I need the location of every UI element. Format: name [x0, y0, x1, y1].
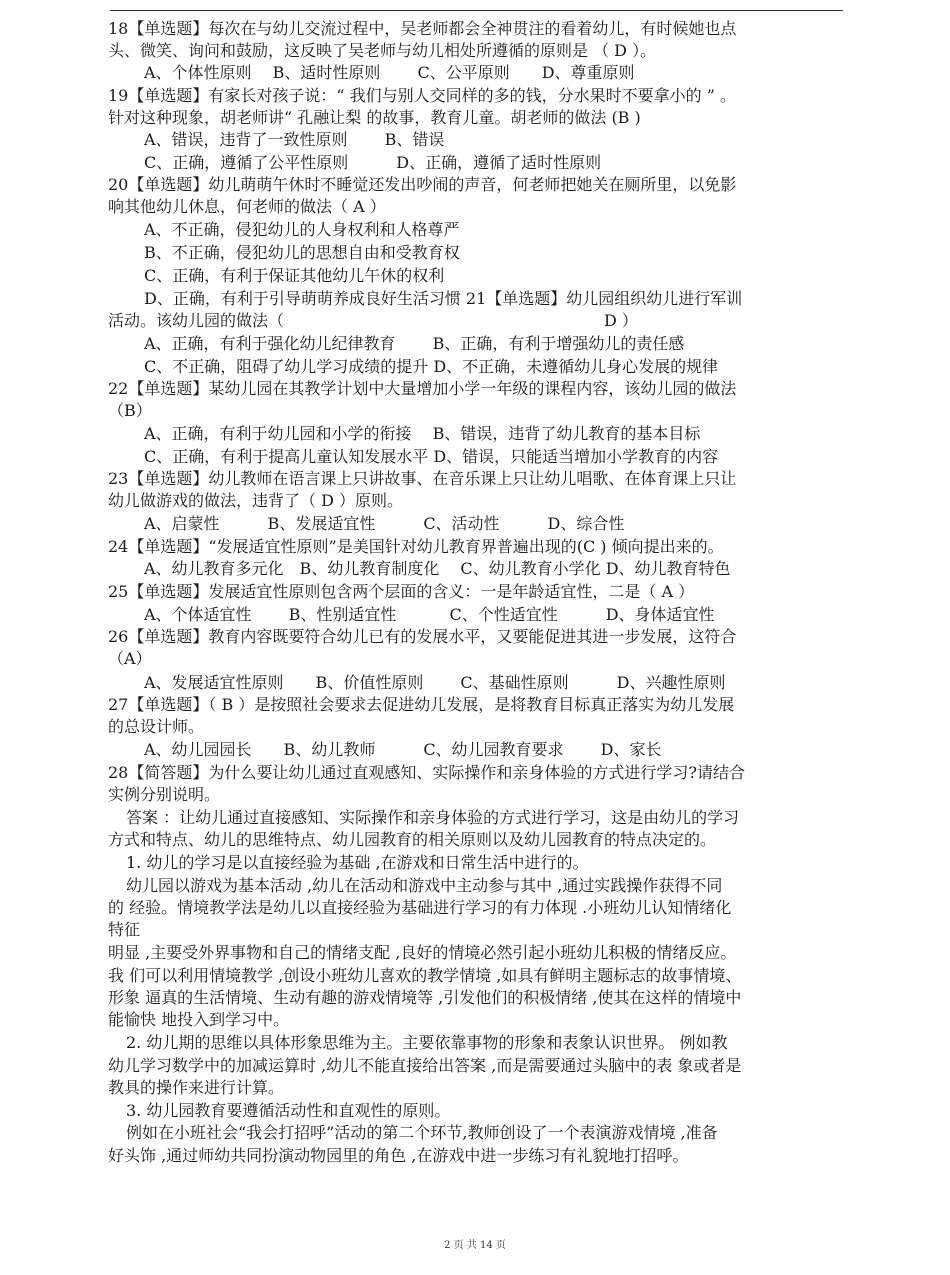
- option-line: A、不正确，侵犯幼儿的人身权利和人格尊严: [144, 220, 460, 239]
- option-line: A、启蒙性 B、发展适宜性 C、活动性 D、综合性: [144, 514, 625, 533]
- text-line: 教具的操作来进行计算。: [108, 1078, 285, 1097]
- text-line: 幼儿园以游戏为基本活动 ,幼儿在活动和游戏中主动参与其中 ,通过实践操作获得不同: [126, 876, 723, 895]
- text-line: 幼儿学习数学中的加减运算时 ,幼儿不能直接给出答案 ,而是需要通过头脑中的表 象或者是: [108, 1056, 742, 1075]
- text-line: 实例分别说明。: [108, 785, 221, 804]
- text-line: 方式和特点、幼儿的思维特点、幼儿园教育的相关原则以及幼儿园教育的特点决定的。: [108, 830, 717, 849]
- text-line: 能愉快 地投入到学习中。: [108, 1010, 290, 1029]
- text-line: 我 们可以利用情境教学 ,创设小班幼儿喜欢的教学情境 ,如具有鲜明主题标志的故事情境、: [108, 966, 742, 985]
- text-line: 25【单选题】发展适宜性原则包含两个层面的含义：一是年龄适宜性，二是（ A ）: [108, 582, 695, 601]
- text-line: 23【单选题】幼儿教师在语言课上只讲故事、在音乐课上只让幼儿唱歌、在体育课上只让: [108, 469, 737, 488]
- text-line: 好头饰 ,通过师幼共同扮演动物园里的角色 ,在游戏中进一步练习有礼貌地打招呼。: [108, 1146, 689, 1165]
- text-line: 28【简答题】为什么要让幼儿通过直观感知、实际操作和亲身体验的方式进行学习?请结合: [108, 763, 745, 782]
- option-line: C、正确，遵循了公平性原则 D、正确，遵循了适时性原则: [144, 153, 602, 172]
- text-line: 特征: [108, 920, 141, 939]
- text-line: 响其他幼儿休息，何老师的做法（ A ）: [108, 197, 386, 216]
- text-line: 18【单选题】每次在与幼儿交流过程中，吴老师都会全神贯注的看着幼儿，有时候她也点: [108, 19, 737, 38]
- option-line: A、幼儿园园长 B、幼儿教师 C、幼儿园教育要求 D、家长: [144, 740, 662, 759]
- text-line: 26【单选题】教育内容既要符合幼儿已有的发展水平，又要能促进其进一步发展，这符合: [108, 627, 737, 646]
- text-line: 24【单选题】“发展适宜性原则”是美国针对幼儿教育界普遍出现的(C ) 倾向提出来的。: [108, 537, 724, 556]
- text-line: （B）: [108, 401, 152, 420]
- option-line: B、不正确，侵犯幼儿的思想自由和受教育权: [144, 243, 460, 262]
- option-line: C、正确，有利于提高儿童认知发展水平 D、错误，只能适当增加小学教育的内容: [144, 447, 719, 466]
- text-line: 的 经验。情境教学法是幼儿以直接经验为基础进行学习的有力体现 .小班幼儿认知情绪化: [108, 898, 732, 917]
- page-footer: 2 页 共 14 页: [444, 1240, 506, 1251]
- text-line: 头、微笑、询问和鼓励，这反映了吴老师与幼儿相处所遵循的原则是 （ D ）。: [108, 41, 657, 60]
- text-line: 2. 幼儿期的思维以具体形象思维为主。主要依靠事物的形象和表象认识世界。 例如教: [126, 1033, 728, 1052]
- option-line: D、正确，有利于引导萌萌养成良好生活习惯 21【单选题】幼儿园组织幼儿进行军训: [144, 289, 743, 308]
- text-line: 例如在小班社会“我会打招呼”活动的第二个环节,教师创设了一个表演游戏情境 ,准备: [126, 1123, 718, 1142]
- text-line: 20【单选题】幼儿萌萌午休时不睡觉还发出吵闹的声音，何老师把她关在厕所里，以免影: [108, 175, 737, 194]
- text-line: 明显 ,主要受外界事物和自己的情绪支配 ,良好的情境必然引起小班幼儿积极的情绪反应。: [108, 943, 737, 962]
- option-line: A、个体适宜性 B、性别适宜性 C、个性适宜性 D、身体适宜性: [144, 605, 715, 624]
- text-line: 幼儿做游戏的做法，违背了（ D ）原则。: [108, 491, 404, 510]
- option-line: C、不正确，阻碍了幼儿学习成绩的提升 D、不正确，未遵循幼儿身心发展的规律: [144, 357, 719, 376]
- option-line: C、正确，有利于保证其他幼儿午休的权利: [144, 266, 445, 285]
- header-rule: [110, 10, 843, 11]
- option-line: A、个体性原则 B、适时性原则 C、公平原则 D、尊重原则: [144, 63, 635, 82]
- text-line: （A）: [108, 649, 152, 668]
- text-line: 的总设计师。: [108, 717, 205, 736]
- text-line: 1. 幼儿的学习是以直接经验为基础 ,在游戏和日常生活中进行的。: [126, 853, 589, 872]
- text-line: 针对这种现象，胡老师讲“ 孔融让梨 的故事，教育儿童。胡老师的做法 (B ): [108, 108, 641, 127]
- answer-line: 答案 ：让幼儿通过直接感知、实际操作和亲身体验的方式进行学习，这是由幼儿的学习: [126, 808, 740, 827]
- text-line: 活动。该幼儿园的做法（ D ）: [108, 311, 638, 330]
- text-line: 19【单选题】有家长对孩子说：“ 我们与别人交同样的多的钱，分水果时不要拿小的 ” 。: [108, 86, 736, 105]
- option-line: A、错误，违背了一致性原则 B、错误: [144, 130, 445, 149]
- text-line: 形象 逼真的生活情境、生动有趣的游戏情境等 ,引发他们的积极情绪 ,使其在这样的情境中: [108, 988, 742, 1007]
- option-line: A、正确，有利于强化幼儿纪律教育 B、正确，有利于增强幼儿的责任感: [144, 334, 685, 353]
- text-line: 3. 幼儿园教育要遵循活动性和直观性的原则。: [126, 1101, 451, 1120]
- text-line: 22【单选题】某幼儿园在其教学计划中大量增加小学一年级的课程内容，该幼儿园的做法: [108, 379, 737, 398]
- option-line: A、发展适宜性原则 B、价值性原则 C、基础性原则 D、兴趣性原则: [144, 673, 726, 692]
- text-line: 27【单选题】（ B ）是按照社会要求去促进幼儿发展，是将教育目标真正落实为幼儿发展: [108, 695, 735, 714]
- option-line: A、正确，有利于幼儿园和小学的衔接 B、错误，违背了幼儿教育的基本目标: [144, 424, 701, 443]
- option-line: A、幼儿教育多元化 B、幼儿教育制度化 C、幼儿教育小学化 D、幼儿教育特色: [144, 559, 731, 578]
